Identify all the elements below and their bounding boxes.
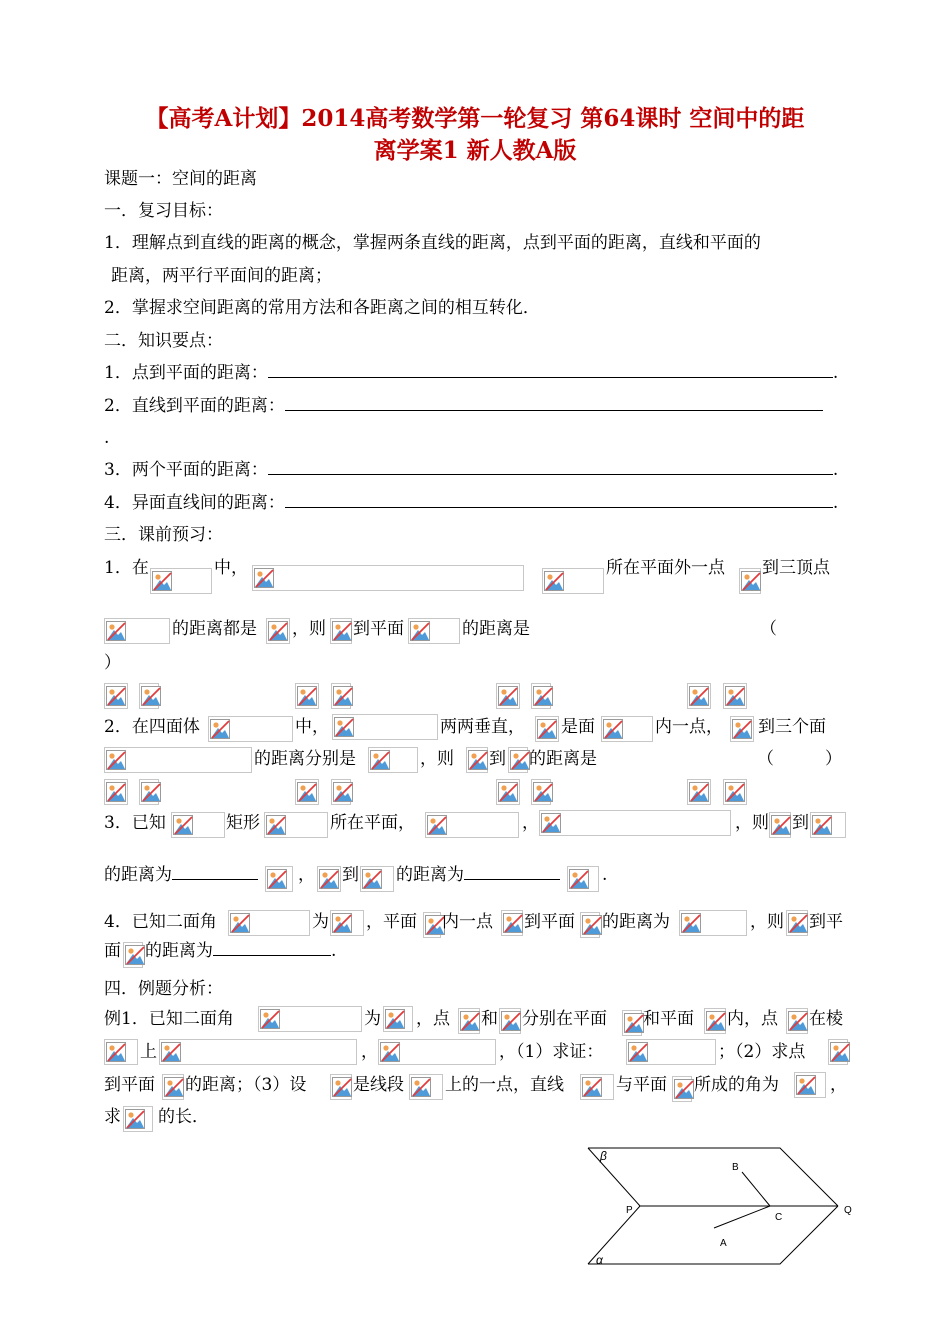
broken-image-icon	[295, 779, 319, 805]
ex1-text-16: 上的一点，直线	[445, 1075, 564, 1095]
review-item1-line1: 1．理解点到直线的距离的概念，掌握两条直线的距离，点到平面的距离，直线和平面的	[104, 233, 761, 253]
broken-image-glyph	[788, 1011, 808, 1031]
broken-image-glyph	[533, 686, 553, 706]
q2-text-4: 是面	[561, 717, 595, 737]
ex1-text-5: 分别在平面	[522, 1009, 607, 1029]
broken-image-glyph	[332, 913, 352, 933]
q4-text-1: 4．已知二面角	[104, 912, 217, 932]
q1-paren-open: （	[760, 619, 777, 639]
broken-image-icon	[104, 618, 170, 644]
broken-image-icon	[580, 1074, 614, 1100]
broken-image-glyph	[332, 621, 352, 641]
broken-image-icon	[104, 1039, 138, 1065]
broken-image-glyph	[173, 815, 193, 835]
q4-text-2: 为	[312, 912, 329, 932]
edge-left-top	[588, 1148, 640, 1206]
broken-image-icon	[265, 866, 293, 892]
broken-image-glyph	[830, 1042, 850, 1062]
broken-image-icon	[794, 1072, 826, 1098]
q3-distance-line	[104, 864, 258, 886]
preview-heading: 三．课前预习：	[104, 525, 223, 545]
broken-image-icon	[535, 716, 559, 742]
broken-image-glyph	[260, 1009, 280, 1029]
broken-image-icon	[332, 714, 438, 740]
ex1-text-8: 在棱	[809, 1009, 843, 1029]
blank-line	[285, 493, 833, 508]
review-heading: 一．复习目标：	[104, 201, 223, 221]
broken-image-icon	[810, 812, 846, 838]
q1-text-5: 的距离都是	[172, 619, 257, 639]
broken-image-glyph	[624, 1013, 644, 1033]
broken-image-glyph	[333, 782, 353, 802]
document-title-line2: 离学案1 新人教A版	[373, 137, 577, 164]
knowledge-item3	[104, 459, 838, 481]
q3-text-3: 所在平面，	[330, 813, 415, 833]
q3-text-10: 的距离为	[396, 865, 464, 885]
blank-line	[464, 865, 560, 880]
broken-image-icon	[208, 716, 293, 742]
ex1-text-4: 和	[481, 1009, 498, 1029]
broken-image-glyph	[106, 750, 126, 770]
knowledge-heading: 二．知识要点：	[104, 331, 223, 351]
broken-image-icon	[739, 568, 761, 594]
knowledge-item1	[104, 362, 838, 384]
broken-image-icon	[252, 565, 524, 591]
broken-image-glyph	[362, 869, 382, 889]
broken-image-glyph	[689, 686, 709, 706]
broken-image-icon	[687, 683, 711, 709]
broken-image-icon	[730, 716, 754, 742]
q3-text-6: 到	[792, 813, 809, 833]
broken-image-glyph	[725, 782, 745, 802]
broken-image-icon	[330, 618, 352, 644]
broken-image-glyph	[771, 815, 791, 835]
broken-image-icon	[139, 683, 159, 709]
broken-image-glyph	[674, 1079, 694, 1099]
broken-image-icon	[383, 1006, 413, 1032]
broken-image-icon	[150, 568, 212, 594]
blank-line	[213, 941, 331, 956]
q2-text-2: 中，	[295, 717, 329, 737]
ex1-text-9: 上	[140, 1042, 157, 1062]
broken-image-icon	[331, 779, 351, 805]
broken-image-icon	[542, 568, 604, 594]
broken-image-glyph	[510, 750, 530, 770]
broken-image-icon	[501, 910, 523, 936]
broken-image-glyph	[411, 1077, 431, 1097]
broken-image-glyph	[732, 719, 752, 739]
q1-text-7: 到平面	[353, 619, 404, 639]
topic-heading: 课题一：空间的距离	[104, 169, 257, 189]
q2-text-8: ，则	[420, 749, 454, 769]
broken-image-glyph	[603, 719, 623, 739]
q4-text-8: 到平	[809, 912, 843, 932]
broken-image-icon	[687, 779, 711, 805]
broken-image-icon	[626, 1039, 716, 1065]
broken-image-glyph	[297, 686, 317, 706]
broken-image-glyph	[266, 815, 286, 835]
broken-image-icon	[786, 1008, 808, 1034]
broken-image-glyph	[582, 915, 602, 935]
broken-image-icon	[496, 779, 520, 805]
label-q: Q	[844, 1205, 852, 1216]
broken-image-icon	[539, 810, 731, 836]
q4-text-11: .	[331, 941, 337, 961]
broken-image-glyph	[106, 1042, 126, 1062]
ex1-text-19: ，	[830, 1075, 847, 1095]
q4-text-7: ，则	[750, 912, 784, 932]
broken-image-icon	[508, 747, 528, 773]
q2-text-3: 两两垂直，	[440, 717, 525, 737]
q3-text-7: 的距离为	[104, 865, 172, 885]
review-item1-line2: 距离，两平行平面间的距离；	[111, 266, 332, 286]
broken-image-icon	[466, 747, 488, 773]
q1-text-3: 所在平面外一点	[606, 558, 725, 578]
blank-line	[285, 396, 823, 411]
knowledge-item1-label: 1．点到平面的距离：	[104, 363, 268, 383]
q1-text-4: 到三顶点	[762, 558, 830, 578]
q2-text-6: 到三个面	[758, 717, 826, 737]
broken-image-glyph	[210, 719, 230, 739]
q3-distance-line-2	[396, 864, 560, 886]
ex1-text-6: 和平面	[643, 1009, 694, 1029]
broken-image-glyph	[410, 621, 430, 641]
broken-image-glyph	[164, 1077, 184, 1097]
period: .	[832, 460, 839, 480]
period: .	[104, 428, 110, 448]
broken-image-icon	[672, 1076, 692, 1102]
broken-image-icon	[531, 779, 551, 805]
blank-line	[268, 460, 833, 475]
broken-image-icon	[601, 716, 653, 742]
ex1-text-14: 的距离；（3）设	[185, 1075, 307, 1095]
broken-image-glyph	[498, 686, 518, 706]
dihedral-angle-figure	[580, 1140, 860, 1270]
broken-image-glyph	[319, 869, 339, 889]
label-b: B	[732, 1162, 739, 1173]
knowledge-item4-label: 4．异面直线间的距离：	[104, 493, 285, 513]
broken-image-icon	[360, 866, 394, 892]
broken-image-glyph	[125, 1109, 145, 1129]
q3-text-9: 到	[342, 865, 359, 885]
broken-image-icon	[378, 1039, 496, 1065]
q4-text-5: 到平面	[524, 912, 575, 932]
q3-text-11: .	[602, 865, 608, 885]
q3-text-8: ，	[298, 865, 315, 885]
broken-image-glyph	[267, 869, 287, 889]
broken-image-glyph	[268, 621, 288, 641]
broken-image-icon	[330, 910, 364, 936]
broken-image-glyph	[569, 869, 589, 889]
broken-image-glyph	[544, 571, 564, 591]
broken-image-icon	[258, 1006, 362, 1032]
broken-image-icon	[723, 683, 747, 709]
broken-image-glyph	[370, 750, 390, 770]
broken-image-glyph	[501, 1011, 521, 1031]
q2-text-10: 的距离是	[529, 749, 597, 769]
q2-text-5: 内一点，	[655, 717, 723, 737]
ex1-text-17: 与平面	[616, 1075, 667, 1095]
broken-image-icon	[123, 942, 143, 968]
q3-text-2: 矩形	[226, 813, 260, 833]
broken-image-icon	[104, 683, 128, 709]
q2-text-1: 2．在四面体	[104, 717, 200, 737]
label-alpha: α	[596, 1253, 603, 1267]
broken-image-icon	[828, 1039, 848, 1065]
knowledge-item3-label: 3．两个平面的距离：	[104, 460, 268, 480]
ex1-text-12: ；（2）求点	[718, 1042, 806, 1062]
q3-text-4: ，	[522, 813, 539, 833]
blank-line	[172, 865, 258, 880]
q1-text-8: 的距离是	[462, 619, 530, 639]
broken-image-icon	[162, 1074, 184, 1100]
broken-image-icon	[159, 1039, 357, 1065]
ex1-text-21: 的长．	[158, 1107, 209, 1127]
broken-image-glyph	[796, 1075, 816, 1095]
document-title-line1: 【高考A计划】2014高考数学第一轮复习 第64课时 空间中的距	[145, 105, 805, 132]
broken-image-glyph	[541, 813, 561, 833]
ex1-text-20: 求	[104, 1107, 121, 1127]
review-item2: 2．掌握求空间距离的常用方法和各距离之间的相互转化．	[104, 298, 540, 318]
broken-image-icon	[331, 683, 351, 709]
broken-image-glyph	[503, 913, 523, 933]
broken-image-glyph	[812, 815, 832, 835]
broken-image-icon	[123, 1106, 153, 1132]
broken-image-glyph	[741, 571, 761, 591]
ex1-text-3: ，点	[416, 1009, 450, 1029]
q2-paren: （ ）	[757, 749, 842, 769]
broken-image-glyph	[427, 815, 447, 835]
broken-image-glyph	[460, 1011, 480, 1031]
segment-bc	[742, 1172, 770, 1206]
broken-image-icon	[104, 779, 128, 805]
ex1-text-18: 所成的角为	[694, 1075, 779, 1095]
broken-image-glyph	[333, 686, 353, 706]
ex1-text-15: 是线段	[353, 1075, 404, 1095]
segment-ac	[714, 1206, 770, 1228]
q4-text-4: 内一点	[442, 912, 493, 932]
knowledge-item4	[104, 492, 838, 514]
q2-text-7: 的距离分别是	[254, 749, 356, 769]
broken-image-glyph	[297, 782, 317, 802]
period: .	[832, 493, 839, 513]
broken-image-glyph	[254, 568, 274, 588]
examples-heading: 四．例题分析：	[104, 979, 223, 999]
broken-image-icon	[679, 910, 747, 936]
broken-image-icon	[266, 618, 290, 644]
ex1-text-2: 为	[364, 1009, 381, 1029]
period: .	[832, 363, 839, 383]
broken-image-icon	[567, 866, 599, 892]
ex1-text-11: ，（1）求证：	[499, 1042, 604, 1062]
broken-image-icon	[171, 812, 225, 838]
label-c: C	[775, 1212, 783, 1223]
broken-image-glyph	[141, 782, 161, 802]
broken-image-glyph	[125, 945, 145, 965]
broken-image-icon	[425, 812, 519, 838]
q4-distance-line	[145, 940, 336, 962]
broken-image-icon	[458, 1008, 480, 1034]
broken-image-glyph	[468, 750, 488, 770]
ex1-text-1: 例1．已知二面角	[104, 1009, 234, 1029]
broken-image-icon	[723, 779, 747, 805]
ex1-text-13: 到平面	[104, 1075, 155, 1095]
broken-image-icon	[368, 747, 418, 773]
broken-image-icon	[228, 910, 310, 936]
broken-image-icon	[104, 747, 252, 773]
broken-image-icon	[330, 1074, 352, 1100]
broken-image-icon	[499, 1008, 521, 1034]
ex1-text-7: 内，点	[727, 1009, 778, 1029]
q2-text-9: 到	[489, 749, 506, 769]
label-beta: β	[600, 1149, 607, 1163]
broken-image-icon	[580, 912, 600, 938]
knowledge-item2-label: 2．直线到平面的距离：	[104, 396, 285, 416]
broken-image-glyph	[788, 913, 808, 933]
q1-text-6: ，则	[292, 619, 326, 639]
broken-image-glyph	[385, 1009, 405, 1029]
q1-text-1: 1．在	[104, 558, 149, 578]
broken-image-glyph	[161, 1042, 181, 1062]
label-a: A	[720, 1238, 727, 1249]
broken-image-glyph	[106, 782, 126, 802]
q1-text-2: 中，	[214, 558, 248, 578]
broken-image-icon	[139, 779, 159, 805]
broken-image-glyph	[106, 686, 126, 706]
broken-image-icon	[295, 683, 319, 709]
broken-image-glyph	[141, 686, 161, 706]
ex1-text-10: ，	[361, 1042, 378, 1062]
broken-image-glyph	[152, 571, 172, 591]
broken-image-glyph	[689, 782, 709, 802]
broken-image-icon	[704, 1008, 726, 1034]
q4-text-3: ，平面	[366, 912, 417, 932]
broken-image-icon	[317, 866, 341, 892]
broken-image-icon	[496, 683, 520, 709]
broken-image-glyph	[681, 913, 701, 933]
broken-image-icon	[769, 812, 791, 838]
broken-image-icon	[408, 618, 460, 644]
broken-image-glyph	[533, 782, 553, 802]
plane-beta-outline	[588, 1148, 838, 1206]
broken-image-glyph	[106, 621, 126, 641]
broken-image-glyph	[230, 913, 250, 933]
broken-image-icon	[423, 912, 441, 938]
q3-text-5: ，则	[735, 813, 769, 833]
broken-image-glyph	[628, 1042, 648, 1062]
broken-image-glyph	[380, 1042, 400, 1062]
broken-image-glyph	[706, 1011, 726, 1031]
broken-image-glyph	[332, 1077, 352, 1097]
broken-image-icon	[622, 1010, 642, 1036]
q4-text-10: 的距离为	[145, 941, 213, 961]
broken-image-glyph	[334, 717, 354, 737]
broken-image-glyph	[537, 719, 557, 739]
q1-paren-close: ）	[104, 653, 121, 673]
q4-text-9: 面	[104, 941, 121, 961]
broken-image-glyph	[725, 686, 745, 706]
broken-image-icon	[409, 1074, 443, 1100]
broken-image-icon	[786, 910, 808, 936]
q4-text-6: 的距离为	[602, 912, 670, 932]
label-p: P	[626, 1205, 633, 1216]
broken-image-icon	[264, 812, 328, 838]
broken-image-glyph	[498, 782, 518, 802]
blank-line	[268, 363, 833, 378]
knowledge-item2	[104, 395, 823, 417]
broken-image-icon	[531, 683, 551, 709]
broken-image-glyph	[582, 1077, 602, 1097]
q3-text-1: 3．已知	[104, 813, 166, 833]
